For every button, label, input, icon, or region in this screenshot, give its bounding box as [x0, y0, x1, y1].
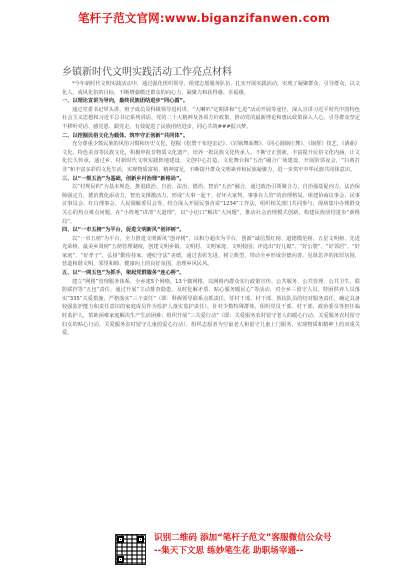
- paragraph-3: 以“村规民约”为基本规范，推进政治、自治、法治、德治、智治“五治”融合，通过政治引领聚合力，自治强基促内力，法治保障强定力，德治教化添动力，智治支撑激活力，形成“大事一起干、好坏大家判、事事有人管”的治理格局。组建协商议事会、民事议事员会、红白理事会、人民调解委员会等，结合深入开展民事直说“1234”工作法，组织相关部门共同参与，现场集中办理群众关心的热点难点问题，在“小阵地”讲清“大道理”，以“小切口”解决“大问题”，推动社会治理模式创新，构建民族团结进步“新格局”。: [62, 184, 360, 225]
- document-title: 乡镇新时代文明实践活动工作亮点材料: [62, 67, 232, 78]
- section-heading-2: 二、以挖掘民俗文化为载体，筑牢守正创新“共同体”。: [62, 132, 189, 139]
- footer-line-2: --集天下文思 练妙笔生花 助职场宰通--: [154, 546, 304, 556]
- footer-text: [154, 532, 332, 558]
- document-body: [62, 80, 360, 338]
- qr-code-icon[interactable]: [115, 534, 146, 565]
- footer-line-1: 识别二维码 添加“笔杆子范文”客服微信公众号: [154, 533, 332, 543]
- paragraph-5: 建立“网格”管理服务体系，全乡建5个网格，13个微网格，以网格内群众实行政策宣传、公共服务、公共管理、公共卫生、联防联控等“五包”责任，通过开展“主动排查隐患、及时化解矛盾、贴心服务暖民心”等活动，对全乡三留守人员、特困供养人员落实“335”关爱措施，严格落实“三个责任”（即：科级领导联系点抓责任，驻村干部、村干部、帮扶队员的结对服务责任，确定具备较强监护能力和责任意识的家庭成员作为监护人落实监护责任）。针对少数特殊群体，组织党员干部、村干部、政协委员等担任临时监护人，帮助困难家庭解决生产生活困难；组织开展“三关爱行动”（即：关爱服务农村留守老人的暖心行动、关爱服务农村留守妇女的贴心行动、关爱服务农村留守儿童的爱心行动），组织志愿者为空巢老人和留守儿童上门服务，实现物质和精神上的双重关爱。: [62, 278, 360, 337]
- section-heading-4: 四、以“一市五榜”为平台，促进文明新风“创评树”。: [62, 227, 185, 234]
- paragraph-4: 以“一市五榜”为平台，全力推进文明新风“创评树”，以积分超市为平台，创新“诚信黑红榜、道德模范榜、五星文明榜、先进光荣榜、最美乡贤榜”五榜管理制度，创建文明乡镇、文明村、文明家庭、文明校园；评选出“好儿媳”、“好公婆”、“好邻居”、“好家庭”、“好孝子”，弘扬“勤俭持家、遵纪守法”美德，通过表彰先进、树立典型，带动全乡形成崇德向善、见贤思齐的浓厚氛围，营造和谐文明、邻里和睦、健康向上的良好氛围，治理乡风民风。: [62, 235, 360, 268]
- section-heading-1: 一、以理论宣讲为导向，最终民族团结进步“同心圆”。: [62, 98, 189, 105]
- paragraph-1: 通过党委书记带头讲、班子成员及科级领导进村讲、“大喇叭”定期讲和“七进”活动开展等途径，深入宣讲习近平时代中国特色社会主义思想和习近平总书记系列讲话、党的二十大精神及各项方针政策，推动党的最新理论和惠民政策深入人心，引导群众坚定不移听党话、感党恩、跟党走，有效促进了民族团结进步，同心共筑###振兴梦。: [62, 106, 360, 130]
- footer: [115, 532, 332, 566]
- section-heading-5: 五、以“一网五包”为抓手，架起党群服务“连心桥”。: [62, 270, 185, 277]
- paragraph-intro: *今年新时代文明实践活动中，通过强化组织领导、组建志愿服务队伍、扎实开展实践活动，实现了凝聚群众、引导群众，以文化人、成风化俗的目标，不断增强缴迁群众的向心力、凝聚力和获得感、幸福感。: [62, 81, 360, 96]
- paragraph-2: 充分尊重少数民族的风俗习惯和历史文化，挖掘《松赞干布迎亲记》、《宕锅舞面舞》、《同心圆锅庄舞》、《锅帮》技艺、《酒曲》文化、特色美食等民族文化，积极申报非物质文化遗产，培养一批民族文化传承人，不断守正创新，丰富提升民俗文化内涵，让文化长久传承。通过乡、村新时代文明实践阵地建设，文创中心打造，文化舞台和“五治”融合广场建设，开展阶邻夜会，“扫黄打非”和丰富多彩的文化生活，实现物质富裕、精神富足，不断提升群众文明素养和民族凝聚力，进一步筑牢中华民族共同体意识。: [62, 141, 360, 173]
- site-banner: 笔杆子范文官网:www.biganzifanwen.com: [77, 11, 331, 25]
- section-heading-3: 三、以“一规五治”为基础，创新乡村治理“新格局”。: [62, 175, 185, 182]
